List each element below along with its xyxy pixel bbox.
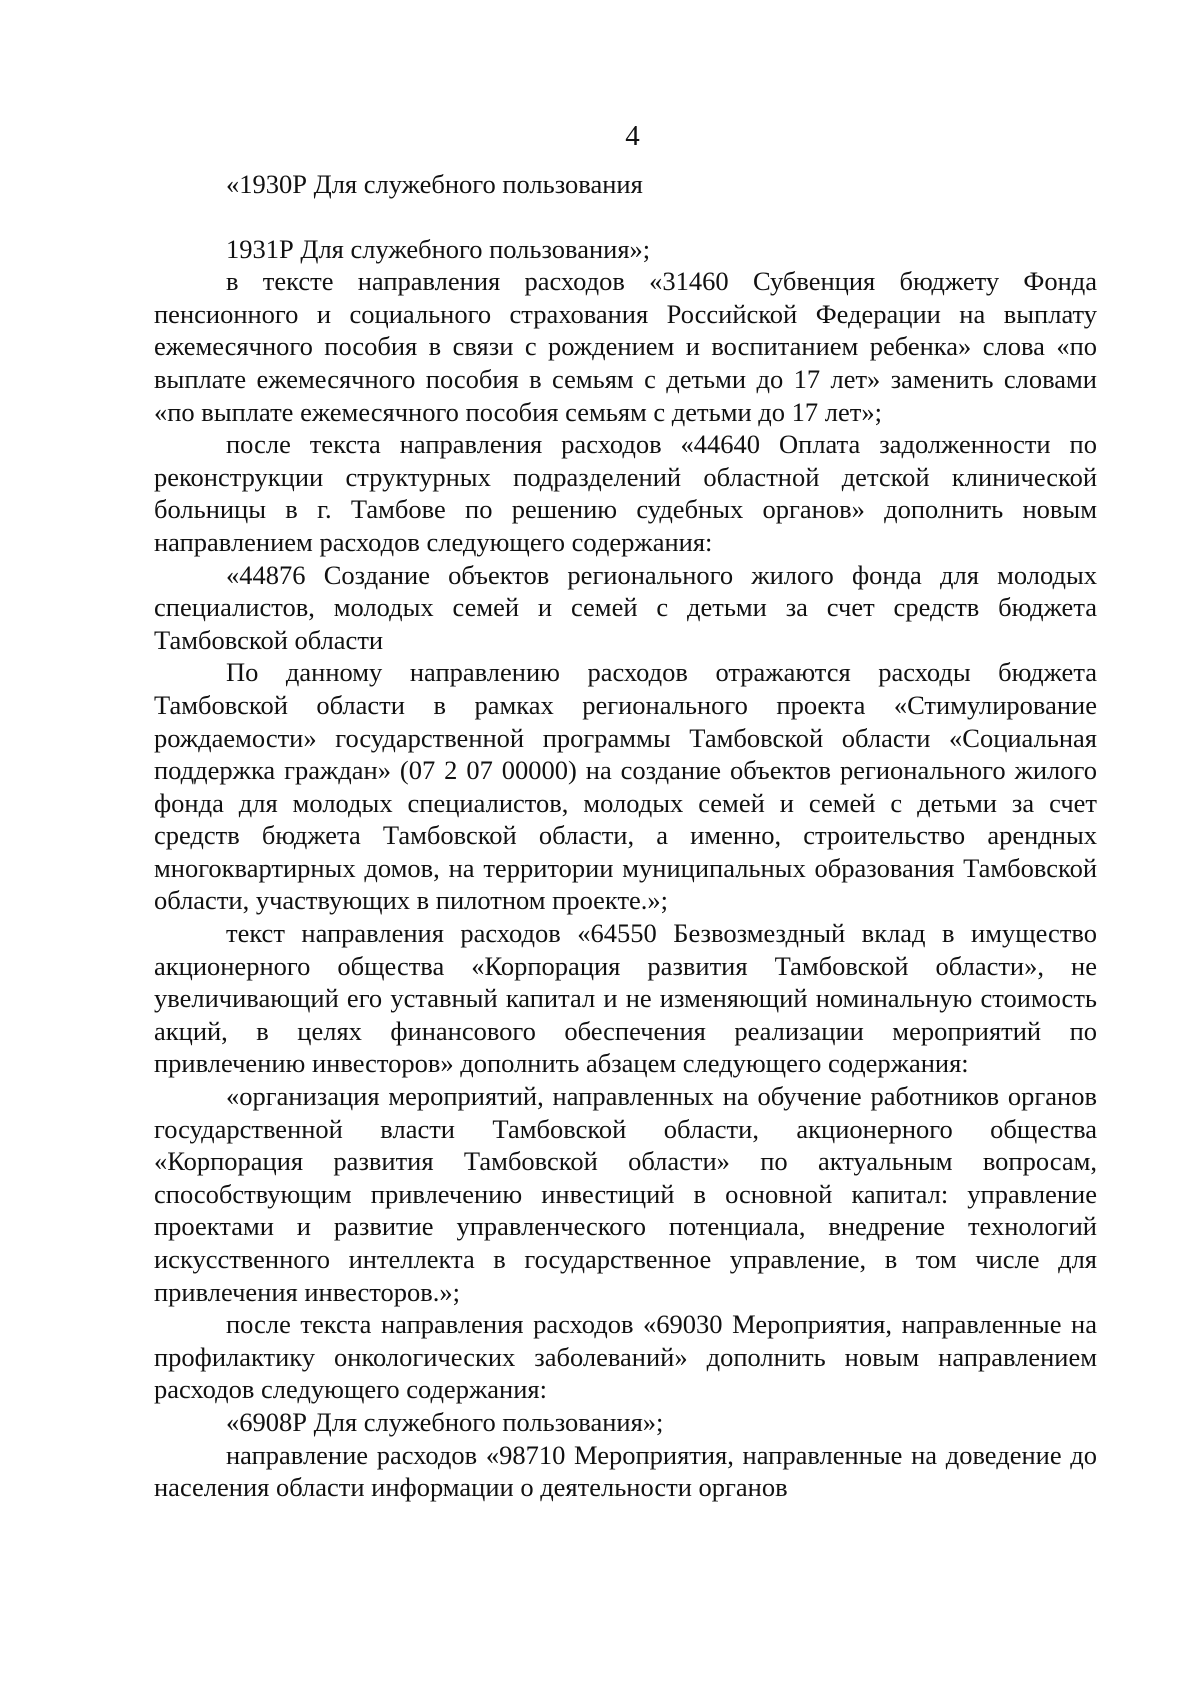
paragraph-31460-amendment: в тексте направления расходов «31460 Субвенция бюджету Фонда пенсионного и социального страхования Российской Федерации на выплату ежемесячного пособия в связи с рождением и воспитанием ребенка» слова «по выплате ежемесячного пособия в семьям с детьми до 17 лет» заменить словами «по выплате ежемесячного пособия семьям с детьми до 17 лет»; — [154, 266, 1097, 427]
paragraph-44640-insertion: после текста направления расходов «44640 Оплата задолженности по реконструкции структурных подразделений областной детской клинической больницы в г. Тамбове по решению судебных органов» дополнить новым направлением расходов следующего содержания: — [154, 429, 1097, 557]
document-body — [154, 168, 1097, 1504]
paragraph-98710-start: направление расходов «98710 Мероприятия, направленные на доведение до населения области информации о деятельности органов — [154, 1439, 1097, 1503]
paragraph-6908r: «6908Р Для служебного пользования»; — [226, 1406, 664, 1437]
paragraph-44876-description: По данному направлению расходов отражаются расходы бюджета Тамбовской области в рамках регионального проекта «Стимулирование рождаемости» государственной программы Тамбовской области «Социальная поддержка граждан» (07 2 07 00000) на создание объектов регионального жилого фонда для молодых специалистов, молодых семей и семей с детьми за счет средств бюджета Тамбовской области, а именно, строительство арендных многоквартирных домов, на территории муниципальных образования Тамбовской области, участвующих в пилотном проекте.»; — [154, 657, 1097, 916]
page-number: 4 — [625, 120, 640, 152]
paragraph-1930r: «1930Р Для служебного пользования — [226, 169, 643, 199]
paragraph-44876-title: «44876 Создание объектов регионального жилого фонда для молодых специалистов, молодых семей и семей с детьми за счет средств бюджета Тамбовской области — [154, 559, 1097, 655]
paragraph-1931r: 1931Р Для служебного пользования»; — [226, 233, 651, 264]
paragraph-69030-insertion: после текста направления расходов «69030 Мероприятия, направленные на профилактику онкологических заболеваний» дополнить новым направлением расходов следующего содержания: — [154, 1309, 1097, 1405]
paragraph-64550-addition: «организация мероприятий, направленных на обучение работников органов государственной власти Тамбовской области, акционерного общества «Корпорация развития Тамбовской области» по актуальным вопросам, способствующим привлечению инвестиций в основной капитал: управление проектами и развитие управленческого потенциала, внедрение технологий искусственного интеллекта в государственное управление, в том числе для привлечения инвесторов.»; — [154, 1081, 1097, 1307]
paragraph-64550-amendment: текст направления расходов «64550 Безвозмездный вклад в имущество акционерного общества «Корпорация развития Тамбовской области», не увеличивающий его уставный капитал и не изменяющий номинальную стоимость акций, в целях финансового обеспечения реализации мероприятий по привлечению инвесторов» дополнить абзацем следующего содержания: — [154, 918, 1097, 1079]
